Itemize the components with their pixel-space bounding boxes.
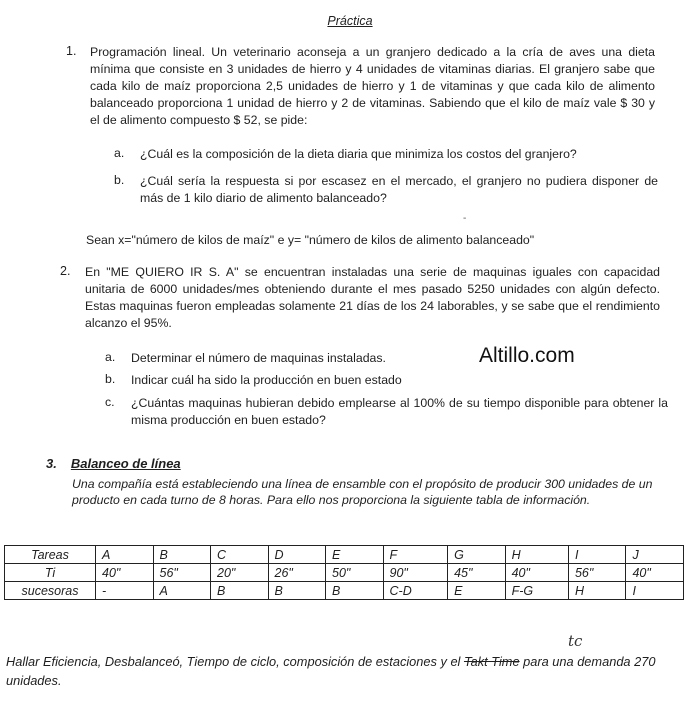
- table-row-header: Ti: [5, 564, 96, 582]
- q2-item-c-letter: c.: [105, 395, 115, 409]
- footer-struck-text: Takt Time: [463, 654, 520, 669]
- table-cell: -: [96, 582, 154, 600]
- table-cell: G: [448, 546, 506, 564]
- table-cell: E: [448, 582, 506, 600]
- table-cell: 40": [96, 564, 154, 582]
- table-cell: H: [505, 546, 568, 564]
- table-row: [5, 582, 684, 600]
- table-cell: 45": [448, 564, 506, 582]
- table-row: [5, 564, 684, 582]
- q1-text: Programación lineal. Un veterinario aconseja a un granjero dedicado a la cría de aves una dieta mínima que consiste en 3 unidades de hierro y 4 unidades de vitaminas diarias. El granjero sabe que cada kilo de maíz proporciona 2,5 unidades de hierro y 1 de vitaminas y que cada kilo de alimento balanceado proporciona 1 unidad de hierro y 2 de vitaminas. Sabiendo que el kilo de maíz vale $ 30 y el de alimento compuesto $ 52, se pide:: [90, 45, 655, 127]
- table-cell: B: [268, 582, 326, 600]
- stray-dash: -: [463, 213, 467, 224]
- table-cell: B: [211, 582, 269, 600]
- table-cell: 20": [211, 564, 269, 582]
- q3-number: 3.: [46, 456, 57, 471]
- table-cell: H: [568, 582, 626, 600]
- q1-item-a-letter: a.: [114, 146, 125, 160]
- q1-item-a-text: ¿Cuál es la composición de la dieta diaria que minimiza los costos del granjero?: [140, 147, 577, 161]
- table-row-header: Tareas: [5, 546, 96, 564]
- footer-text-start: Hallar Eficiencia, Desbalanceó, Tiempo de ciclo, composición de estaciones y el: [6, 654, 464, 669]
- q2-item-b-letter: b.: [105, 372, 116, 386]
- table-cell: C-D: [383, 582, 448, 600]
- q2-text: En "ME QUIERO IR S. A" se encuentran instaladas una serie de maquinas iguales con capacidad unitaria de 6000 unidades/mes obteniendo durante el mes pasado 5250 unidades con algún defecto. Estas maquinas fueron empleadas solamente 21 días de los 24 laborables, y se sabe que el rendimiento alcanzo el 95%.: [85, 265, 660, 330]
- q2-number: 2.: [60, 264, 71, 278]
- info-table-body: [5, 546, 684, 600]
- q1-number: 1.: [66, 44, 77, 58]
- q2-item-a-letter: a.: [105, 350, 116, 364]
- table-cell: A: [153, 582, 211, 600]
- table-cell: J: [626, 546, 684, 564]
- table-cell: C: [211, 546, 269, 564]
- table-cell: B: [326, 582, 384, 600]
- table-cell: 90": [383, 564, 448, 582]
- watermark: Altillo.com: [479, 344, 575, 367]
- q3-heading: Balanceo de línea: [70, 456, 181, 471]
- table-cell: I: [568, 546, 626, 564]
- q2-item-a-text: Determinar el número de maquinas instaladas.: [131, 351, 386, 365]
- q2-item-c-text: ¿Cuántas maquinas hubieran debido emplearse al 100% de su tiempo disponible para obtener la misma producción en buen estado?: [131, 396, 668, 427]
- q2-item-b-text: Indicar cuál ha sido la producción en buen estado: [131, 373, 402, 387]
- q1-item-b-text: ¿Cuál sería la respuesta si por escasez en el mercado, el granjero no pudiera disponer de más de 1 kilo diario de alimento balanceado?: [140, 174, 658, 205]
- table-cell: 40": [505, 564, 568, 582]
- table-row-header: sucesoras: [5, 582, 96, 600]
- table-row: [5, 546, 684, 564]
- handwritten-note: tc: [568, 632, 583, 650]
- table-cell: E: [326, 546, 384, 564]
- q1-item-b-letter: b.: [114, 173, 125, 187]
- page-title: Práctica: [327, 14, 373, 28]
- table-cell: 40": [626, 564, 684, 582]
- table-cell: F: [383, 546, 448, 564]
- table-cell: B: [153, 546, 211, 564]
- table-cell: 26": [268, 564, 326, 582]
- info-table: [4, 545, 684, 600]
- table-cell: 50": [326, 564, 384, 582]
- footer-text-end: para una demanda 270 unidades.: [6, 654, 656, 688]
- table-cell: D: [268, 546, 326, 564]
- table-cell: I: [626, 582, 684, 600]
- table-cell: 56": [153, 564, 211, 582]
- q3-text: Una compañía está estableciendo una línea de ensamble con el propósito de producir 300 unidades de un producto en cada turno de 8 horas. Para ello nos proporciona la siguiente tabla de información.: [72, 477, 653, 507]
- table-cell: 56": [568, 564, 626, 582]
- table-cell: F-G: [505, 582, 568, 600]
- q3-heading-row: [46, 456, 181, 471]
- q3-footer: [6, 652, 686, 690]
- q1-variables: Sean x="número de kilos de maíz" e y= "número de kilos de alimento balanceado": [86, 233, 535, 247]
- table-cell: A: [96, 546, 154, 564]
